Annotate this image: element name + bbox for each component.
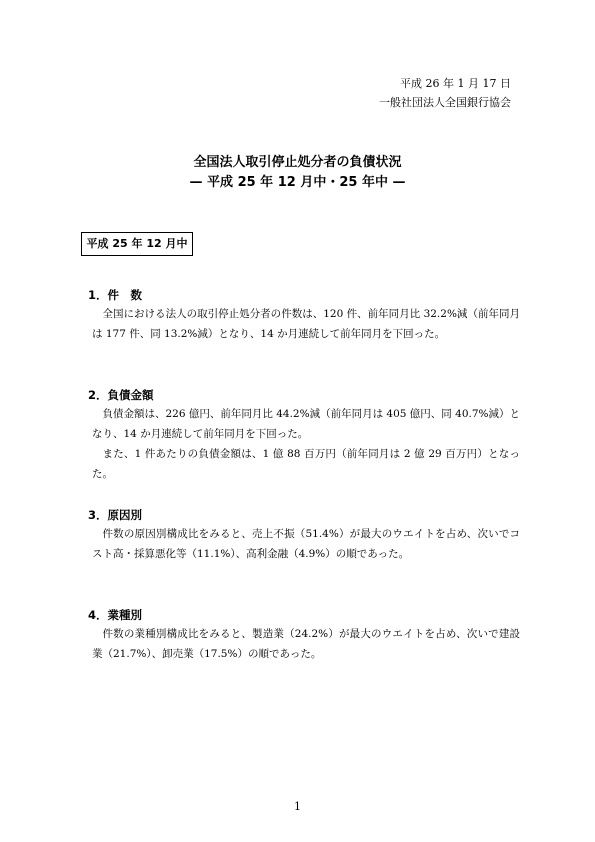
period-label-box: 平成 25 年 12 月中 xyxy=(81,232,193,256)
page-number: 1 xyxy=(294,800,301,813)
section-paragraph: 件数の業種別構成比をみると、製造業（24.2%）が最大のウエイトを占め、次いで建設業（21.7%）、卸売業（17.5%）の順であった。 xyxy=(92,628,520,660)
section-paragraph: 負債金額は、226 億円、前年同月比 44.2%減（前年同月は 405 億円、同 40.7%減）となり、14 か月連続して前年同月を下回った。 xyxy=(92,408,520,440)
header-info xyxy=(379,74,511,112)
section-heading: 2．負債金額 xyxy=(88,388,154,402)
title-line-1: 全国法人取引停止処分者の負債状況 xyxy=(193,155,402,170)
section-paragraph: また、1 件あたりの負債金額は、1 億 88 百万円（前年同月は 2 億 29 百万円）となった。 xyxy=(92,448,520,480)
issuing-organization: 一般社団法人全国銀行協会 xyxy=(379,96,511,109)
section-debt-amount xyxy=(88,386,520,484)
section-heading: 3．原因別 xyxy=(88,508,143,522)
title-line-2: — 平成 25 年 12 月中・25 年中 — xyxy=(189,175,406,190)
section-heading: 1．件 数 xyxy=(88,288,143,302)
section-heading: 4．業種別 xyxy=(88,608,143,622)
issue-date: 平成 26 年 1 月 17 日 xyxy=(400,77,511,90)
section-paragraph: 件数の原因別構成比をみると、売上不振（51.4%）が最大のウエイトを占め、次いでコスト高・採算悪化等（11.1%）、高利金融（4.9%）の順であった。 xyxy=(92,528,520,560)
section-count xyxy=(88,286,520,344)
section-paragraph: 全国における法人の取引停止処分者の件数は、120 件、前年同月比 32.2%減（前年同月は 177 件、同 13.2%減）となり、14 か月連続して前年同月を下回った。 xyxy=(92,308,520,340)
section-by-industry xyxy=(88,606,520,664)
section-by-cause xyxy=(88,506,520,564)
document-title xyxy=(0,153,595,193)
